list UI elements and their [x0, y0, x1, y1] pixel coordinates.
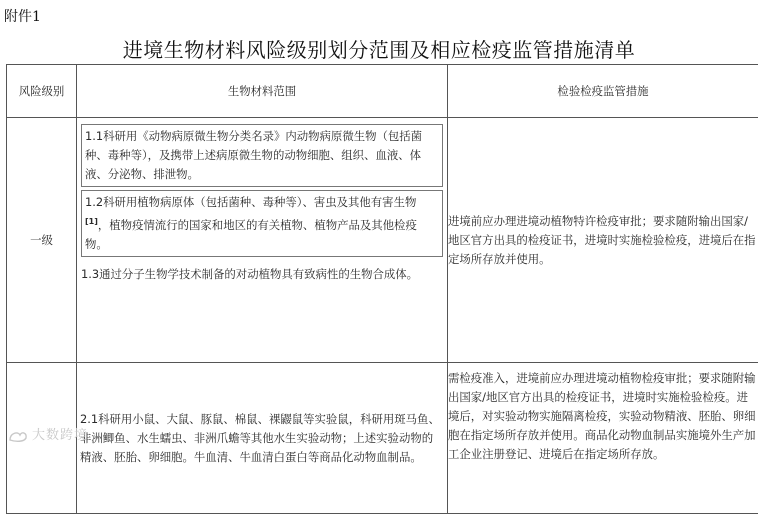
risk-measures-table [6, 64, 758, 514]
scope-item-1-2-text-b: ，植物疫情流行的国家和地区的有关植物、植物产品及其他检疫物。 [85, 218, 417, 251]
scope-cell-2 [77, 363, 448, 514]
watermark-logo-icon [8, 429, 28, 443]
scope-item-2-1: 2.1科研用小鼠、大鼠、豚鼠、棉鼠、裸鼹鼠等实验鼠，科研用斑马鱼、非洲鲫鱼、水生蠕虫、非洲爪蟾等其他水生实验动物；上述实验动物的精液、胚胎、卵细胞。牛血清、牛血清白蛋白等商品化动物血制品。 [77, 408, 447, 469]
scope-item-1-2-text-a: 1.2科研用植物病原体（包括菌种、毒种等）、害虫及其他有害生物 [85, 195, 416, 209]
table-row-level-1 [7, 118, 758, 363]
risk-level-cell: 一级 [7, 118, 77, 363]
attachment-label: 附件1 [4, 6, 41, 26]
column-header-risk-level: 风险级别 [7, 65, 77, 118]
table-header-row [7, 65, 758, 118]
measures-cell: 进境前应办理进境动植物特许检疫审批；要求随附输出国家/地区官方出具的检疫证书，进境时实施检验检疫，进境后在指定场所存放并使用。 [448, 118, 758, 363]
watermark-text: 大数跨境 [32, 428, 88, 443]
watermark [8, 424, 88, 443]
column-header-material-scope: 生物材料范围 [77, 65, 448, 118]
scope-cell [77, 118, 448, 363]
table-row-level-2 [7, 363, 758, 514]
measures-cell-2: 需检疫准入，进境前应办理进境动植物检疫审批；要求随附输出国家/地区官方出具的检疫证书，进境时实施检验检疫。进境后，对实验动物实施隔离检疫，实验动物精液、胚胎、卵细胞在指定场所存放并使用。商品化动物血制品实施境外生产加工企业注册登记、进境后在指定场所存放。 [448, 363, 758, 514]
footnote-ref: [1] [85, 217, 98, 226]
scope-item-1-3: 1.3通过分子生物学技术制备的对动植物具有致病性的生物合成体。 [78, 263, 446, 286]
scope-item-1-1: 1.1科研用《动物病原微生物分类名录》内动物病原微生物（包括菌种、毒种等），及携带上述病原微生物的动物细胞、组织、血液、体液、分泌物、排泄物。 [81, 124, 443, 187]
column-header-measures: 检验检疫监管措施 [448, 65, 758, 118]
scope-item-1-2 [81, 190, 443, 257]
document-title: 进境生物材料风险级别划分范围及相应检疫监管措施清单 [0, 34, 758, 63]
